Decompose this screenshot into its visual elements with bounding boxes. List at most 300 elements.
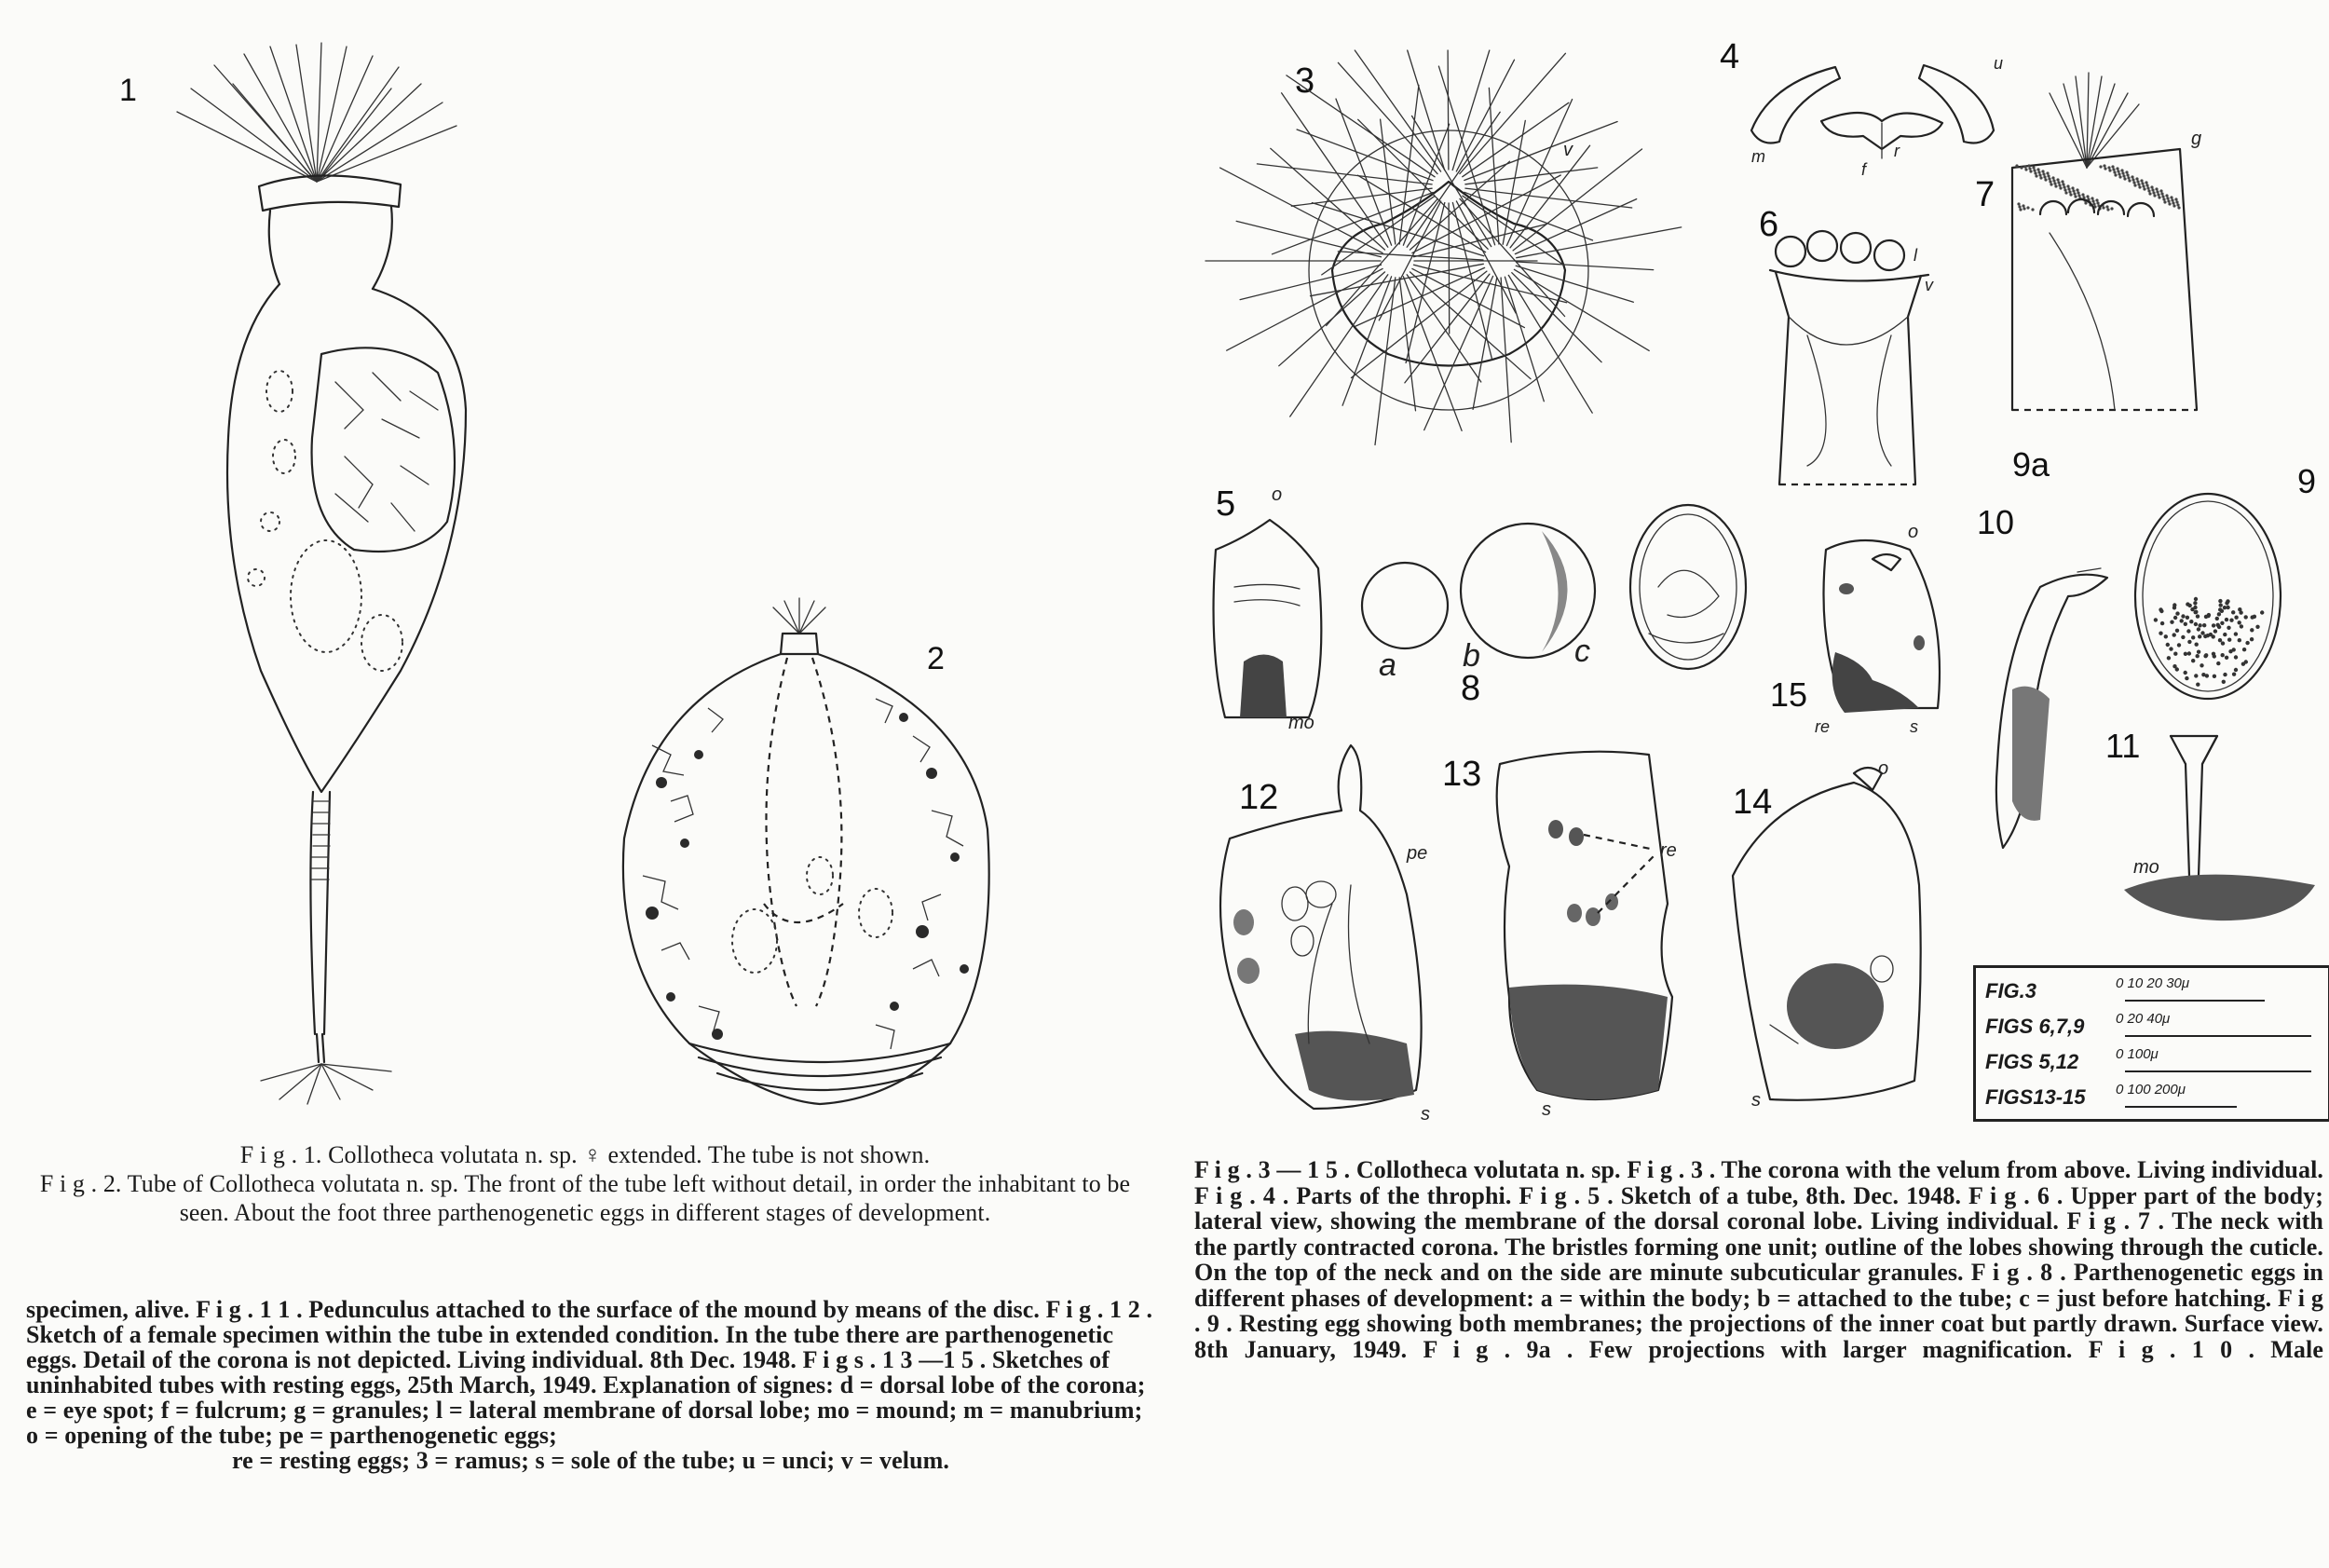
projection-dot bbox=[2225, 618, 2228, 621]
figure-7-g-label: g bbox=[2191, 129, 2202, 149]
figure-15-o-label: o bbox=[1908, 522, 1919, 542]
granule-dot bbox=[2071, 186, 2074, 189]
granule-dot bbox=[2135, 177, 2138, 180]
figure-1-number: 1 bbox=[119, 73, 137, 108]
figure-6 bbox=[1751, 186, 1938, 494]
granule-dot bbox=[2123, 177, 2126, 180]
projection-dot bbox=[2204, 615, 2208, 619]
projection-dot bbox=[2197, 650, 2200, 654]
figure-2 bbox=[596, 596, 1025, 1127]
granule-dot bbox=[2091, 197, 2093, 199]
granule-dot bbox=[2118, 172, 2120, 175]
granule-dot bbox=[2077, 191, 2079, 194]
projection-dot bbox=[2185, 676, 2188, 680]
cilium-stroke bbox=[1463, 102, 1569, 176]
projection-dot bbox=[2196, 654, 2200, 658]
granule-dot bbox=[2110, 207, 2113, 210]
figure-11-drawing bbox=[2105, 727, 2329, 922]
figure-9-number: 9 bbox=[2297, 462, 2317, 500]
granule-dot bbox=[2041, 170, 2044, 172]
figure-5 bbox=[1197, 484, 1346, 736]
projection-dot bbox=[2255, 625, 2259, 629]
projection-dot bbox=[2231, 610, 2235, 614]
figure-10-drawing bbox=[1966, 503, 2124, 857]
projection-dot bbox=[2164, 634, 2168, 638]
cilium-stroke bbox=[1412, 116, 1491, 246]
granule-dot bbox=[2145, 184, 2148, 186]
granule-dot bbox=[2108, 169, 2111, 171]
figure-13-number: 13 bbox=[1442, 755, 1482, 794]
projection-dot bbox=[2184, 652, 2187, 656]
granule-dot bbox=[2024, 168, 2027, 170]
projection-dot bbox=[2154, 618, 2158, 621]
figure-14-s-label: s bbox=[1751, 1090, 1761, 1111]
projection-dot bbox=[2220, 621, 2224, 625]
projection-dot bbox=[2223, 673, 2227, 676]
granule-dot bbox=[2036, 168, 2039, 170]
projection-dot bbox=[2238, 638, 2241, 642]
figure-15-s-label: s bbox=[1910, 717, 1918, 736]
figure-15 bbox=[1770, 522, 1956, 755]
cilium-stroke bbox=[1513, 149, 1641, 251]
projection-dot bbox=[2175, 629, 2179, 633]
projection-dot bbox=[2184, 671, 2187, 675]
granule-dot bbox=[2048, 177, 2050, 180]
granule-dot bbox=[2150, 185, 2153, 188]
granule-dot bbox=[2037, 170, 2040, 173]
granule-dot bbox=[2015, 164, 2018, 167]
projection-dot bbox=[2232, 673, 2236, 676]
figure-15-drawing bbox=[1770, 522, 1956, 755]
projection-dot bbox=[2244, 660, 2248, 663]
projection-dot bbox=[2189, 620, 2193, 623]
granule-dot bbox=[2122, 174, 2125, 177]
granule-dot bbox=[2072, 189, 2075, 192]
projection-dot bbox=[2196, 683, 2200, 687]
granule-dot bbox=[2017, 202, 2020, 205]
granule-dot bbox=[2020, 166, 2023, 169]
figure-3-v-label: v bbox=[1563, 140, 1573, 160]
granule-dot bbox=[2105, 205, 2108, 208]
granule-dot bbox=[2054, 184, 2057, 187]
projection-dot bbox=[2194, 622, 2198, 626]
projection-dot bbox=[2228, 649, 2232, 653]
granule-dot bbox=[2132, 178, 2134, 181]
projection-dot bbox=[2212, 634, 2215, 638]
figure-2-drawing bbox=[596, 596, 1025, 1127]
projection-dot bbox=[2244, 615, 2248, 619]
granule-dot bbox=[2107, 166, 2110, 169]
granule-dot bbox=[2140, 179, 2143, 182]
projection-dot bbox=[2219, 603, 2223, 607]
projection-dot bbox=[2203, 634, 2207, 638]
granule-dot bbox=[2120, 169, 2123, 171]
projection-dot bbox=[2218, 638, 2222, 642]
projection-dot bbox=[2198, 623, 2201, 627]
cilium-stroke bbox=[1456, 60, 1514, 171]
granule-dot bbox=[2126, 173, 2129, 176]
granule-dot bbox=[2064, 191, 2067, 194]
figure-4-f-label: f bbox=[1861, 160, 1867, 179]
granule-dot bbox=[2170, 196, 2172, 198]
granule-dot bbox=[2069, 193, 2072, 196]
granule-dot bbox=[2143, 187, 2145, 190]
projection-dot bbox=[2215, 617, 2219, 620]
projection-dot bbox=[2177, 643, 2181, 647]
figure-13 bbox=[1435, 717, 1714, 1127]
cilium-stroke bbox=[1516, 266, 1633, 302]
projection-dot bbox=[2193, 601, 2197, 605]
granule-dot bbox=[2042, 172, 2045, 175]
granule-dot bbox=[2172, 201, 2174, 204]
granule-dot bbox=[2145, 181, 2147, 184]
granule-dot bbox=[2159, 189, 2162, 192]
figure-2-number: 2 bbox=[927, 641, 945, 676]
figure-14-drawing bbox=[1714, 745, 1938, 1127]
granule-dot bbox=[2028, 167, 2031, 170]
figure-5-drawing bbox=[1197, 484, 1346, 736]
figure-9 bbox=[2012, 429, 2329, 708]
figure-4-r-label: r bbox=[1894, 142, 1900, 160]
granule-dot bbox=[2027, 164, 2030, 167]
granule-dot bbox=[2125, 170, 2128, 173]
cilium-stroke bbox=[1338, 62, 1437, 173]
projection-dot bbox=[2186, 602, 2189, 606]
granule-dot bbox=[2166, 197, 2169, 199]
projection-dot bbox=[2194, 610, 2198, 614]
granule-dot bbox=[2051, 176, 2054, 179]
projection-dot bbox=[2172, 664, 2176, 668]
granule-dot bbox=[2057, 181, 2060, 184]
granule-dot bbox=[2138, 185, 2141, 188]
granule-dot bbox=[2151, 188, 2154, 191]
projection-dot bbox=[2253, 615, 2256, 619]
projection-dot bbox=[2197, 627, 2200, 631]
granule-dot bbox=[2062, 183, 2064, 185]
projection-dot bbox=[2173, 616, 2177, 620]
granule-dot bbox=[2091, 199, 2094, 202]
figure-3-drawing bbox=[1202, 47, 1696, 475]
granule-dot bbox=[2175, 200, 2178, 203]
cilium-stroke bbox=[1510, 145, 1590, 248]
figure-5-number: 5 bbox=[1216, 484, 1236, 524]
projection-dot bbox=[2226, 606, 2229, 609]
figure-4-m-label: m bbox=[1751, 147, 1765, 166]
granule-dot bbox=[2059, 186, 2062, 189]
figure-1 bbox=[0, 0, 596, 1127]
projection-dot bbox=[2181, 614, 2185, 618]
cilium-stroke bbox=[1403, 277, 1462, 431]
granule-dot bbox=[2081, 193, 2084, 196]
figure-4-number: 4 bbox=[1720, 37, 1740, 76]
granule-dot bbox=[2162, 198, 2165, 200]
figure-12-s-label: s bbox=[1421, 1104, 1430, 1125]
granule-dot bbox=[2076, 188, 2078, 191]
granule-dot bbox=[2049, 180, 2051, 183]
granule-dot bbox=[2131, 175, 2133, 178]
granule-dot bbox=[2063, 185, 2065, 188]
granule-dot bbox=[2099, 165, 2102, 168]
figure-10 bbox=[1966, 503, 2124, 857]
scale-bar-line bbox=[2125, 1035, 2311, 1037]
scale-bar-legend bbox=[1973, 965, 2329, 1122]
projection-dot bbox=[2242, 648, 2246, 651]
figure-15-re-label: re bbox=[1815, 717, 1831, 736]
cilium-stroke bbox=[1220, 168, 1383, 253]
figure-1-drawing bbox=[0, 0, 596, 1127]
cilium-stroke bbox=[1463, 196, 1564, 266]
granule-dot bbox=[2153, 194, 2156, 197]
scale-row-figs-13-15 bbox=[1985, 1082, 2321, 1115]
granule-dot bbox=[2052, 179, 2055, 182]
projection-dot bbox=[2227, 638, 2231, 642]
granule-dot bbox=[2106, 208, 2109, 211]
projection-dot bbox=[2260, 610, 2264, 614]
granule-dot bbox=[2022, 204, 2024, 207]
granule-dot bbox=[2056, 178, 2059, 181]
projection-dot bbox=[2191, 635, 2195, 639]
projection-dot bbox=[2186, 616, 2189, 620]
projection-dot bbox=[2200, 663, 2203, 667]
granule-dot bbox=[2113, 170, 2116, 173]
projection-dot bbox=[2173, 652, 2177, 656]
caption-left-bottom-body: specimen, alive. F i g . 1 1 . Pedunculus attached to the surface of the mound by means of the disc. F i g . 1 2 . Sketch of a female specimen within the tube in extended condition. In the tube there are parthenogenetic eggs. Detail of the corona is not depicted. Living individual. 8th Dec. 1948. F i g s . 1 3 —1 5 . Sketches of uninhabited tubes with resting eggs, 25th March, 1949. Explanation of signes: d = dorsal lobe of the corona; e = eye spot; f = fulcrum; g = granules; l = lateral membrane of dorsal lobe; mo = mound; m = manubrium; o = opening of the tube; pe = parthenogenetic eggs; bbox=[26, 1296, 1153, 1449]
cilium-stroke bbox=[1227, 268, 1382, 350]
cilium-stroke bbox=[1465, 188, 1632, 208]
granule-dot bbox=[2046, 171, 2049, 174]
figure-7-drawing bbox=[1975, 56, 2217, 419]
scale-row-marks: 0 10 20 30μ bbox=[2116, 975, 2190, 991]
granule-dot bbox=[2157, 193, 2159, 196]
projection-dot bbox=[2186, 629, 2190, 633]
granule-dot bbox=[2019, 208, 2022, 211]
scale-row-label: FIGS 6,7,9 bbox=[1985, 1015, 2085, 1038]
projection-dot bbox=[2187, 651, 2191, 655]
cilium-stroke bbox=[1460, 53, 1566, 173]
projection-dot bbox=[2227, 626, 2230, 630]
granule-dot bbox=[2146, 186, 2149, 189]
cilium-stroke bbox=[1438, 66, 1494, 245]
figure-13-re-label: re bbox=[1660, 840, 1677, 861]
figure-5-mo-label: mo bbox=[1288, 713, 1314, 733]
granule-dot bbox=[2053, 182, 2056, 184]
scale-row-figs-6-7-9 bbox=[1985, 1011, 2321, 1044]
granule-dot bbox=[2103, 164, 2105, 167]
projection-dot bbox=[2205, 674, 2209, 677]
projection-dot bbox=[2198, 634, 2201, 638]
cilium-stroke bbox=[1355, 50, 1440, 171]
granule-dot bbox=[2118, 175, 2121, 178]
projection-dot bbox=[2195, 643, 2199, 647]
projection-dot bbox=[2223, 633, 2227, 636]
figure-14-o-label: o bbox=[1878, 758, 1889, 779]
projection-dot bbox=[2194, 597, 2198, 601]
granule-dot bbox=[2047, 174, 2050, 177]
figure-10-number: 10 bbox=[1977, 503, 2015, 541]
figure-14-number: 14 bbox=[1733, 783, 1773, 822]
granule-dot bbox=[2026, 206, 2029, 209]
granule-dot bbox=[2029, 170, 2032, 172]
figure-13-s-label: s bbox=[1542, 1099, 1551, 1120]
granule-dot bbox=[2039, 176, 2042, 179]
projection-dot bbox=[2212, 623, 2215, 627]
granule-dot bbox=[2132, 181, 2135, 184]
caption-fig-1-line: F i g . 1. Collotheca volutata n. sp. ♀ extended. The tube is not shown. bbox=[239, 1141, 931, 1168]
projection-dot bbox=[2225, 656, 2228, 660]
granule-dot bbox=[2104, 167, 2106, 170]
granule-dot bbox=[2023, 165, 2026, 168]
projection-dot bbox=[2221, 641, 2225, 645]
granule-dot bbox=[2084, 201, 2087, 204]
figure-12-drawing bbox=[1202, 736, 1453, 1127]
figure-6-number: 6 bbox=[1759, 205, 1779, 244]
projection-dot bbox=[2250, 637, 2254, 641]
granule-dot bbox=[2074, 195, 2077, 198]
projection-dot bbox=[2159, 632, 2162, 635]
granule-dot bbox=[2161, 195, 2164, 198]
granule-dot bbox=[2148, 192, 2151, 195]
granule-dot bbox=[2160, 192, 2163, 195]
granule-dot bbox=[2023, 207, 2025, 210]
granule-dot bbox=[2156, 190, 2159, 193]
figure-8-a-label: a bbox=[1379, 648, 1396, 683]
granule-dot bbox=[2018, 205, 2021, 208]
projection-dot bbox=[2170, 620, 2173, 624]
figure-4-u-label: u bbox=[1994, 54, 2004, 73]
granule-dot bbox=[2077, 194, 2080, 197]
granule-dot bbox=[2038, 173, 2041, 176]
projection-dot bbox=[2160, 621, 2164, 625]
granule-dot bbox=[2044, 178, 2047, 181]
cilium-stroke bbox=[1449, 203, 1450, 334]
granule-dot bbox=[2050, 183, 2052, 185]
projection-dot bbox=[2187, 640, 2191, 644]
projection-dot bbox=[2250, 628, 2254, 632]
figure-12-pe-label: pe bbox=[1407, 843, 1428, 864]
scale-row-label: FIGS13-15 bbox=[1985, 1085, 2086, 1109]
cilium-stroke bbox=[1452, 203, 1491, 360]
figure-13-drawing bbox=[1435, 717, 1714, 1127]
figure-11 bbox=[2105, 727, 2329, 922]
scale-bar-line bbox=[2125, 1000, 2265, 1002]
granule-dot bbox=[2061, 180, 2063, 183]
figure-15-number: 15 bbox=[1770, 675, 1808, 714]
granule-dot bbox=[2066, 184, 2069, 187]
granule-dot bbox=[2035, 174, 2037, 177]
projection-dot bbox=[2159, 607, 2162, 611]
granule-dot bbox=[2174, 198, 2177, 200]
figure-11-number: 11 bbox=[2105, 727, 2141, 765]
granule-dot bbox=[2141, 182, 2144, 184]
scale-row-figs-5-12 bbox=[1985, 1046, 2321, 1080]
caption-left-bottom bbox=[26, 1297, 1155, 1473]
projection-dot bbox=[2213, 675, 2216, 678]
projection-dot bbox=[2193, 606, 2197, 609]
granule-dot bbox=[2043, 175, 2046, 178]
projection-dot bbox=[2229, 619, 2233, 622]
projection-dot bbox=[2200, 631, 2204, 634]
scale-bar-line bbox=[2125, 1070, 2311, 1072]
cilium-stroke bbox=[1336, 99, 1392, 245]
granule-dot bbox=[2158, 196, 2160, 198]
projection-dot bbox=[2226, 599, 2229, 603]
projection-dot bbox=[2194, 674, 2198, 677]
figure-8-drawing bbox=[1351, 494, 1826, 717]
scale-row-marks: 0 100μ bbox=[2116, 1046, 2159, 1062]
projection-dot bbox=[2203, 654, 2207, 658]
cilium-stroke bbox=[1291, 188, 1432, 206]
cilium-stroke bbox=[1271, 148, 1385, 250]
figure-5-o-label: o bbox=[1272, 484, 1283, 505]
granule-dot bbox=[2127, 176, 2130, 179]
granule-dot bbox=[2034, 171, 2036, 174]
figure-11-mo-label: mo bbox=[2133, 857, 2159, 878]
granule-dot bbox=[2102, 206, 2104, 209]
cilium-stroke bbox=[1407, 112, 1500, 247]
granule-dot bbox=[2033, 169, 2036, 171]
figure-8 bbox=[1351, 494, 1826, 717]
projection-dot bbox=[2175, 611, 2179, 615]
scale-row-marks: 0 20 40μ bbox=[2116, 1011, 2171, 1027]
cilium-stroke bbox=[1448, 50, 1449, 170]
granule-dot bbox=[2177, 206, 2180, 209]
projection-dot bbox=[2245, 641, 2249, 645]
projection-dot bbox=[2196, 614, 2200, 618]
caption-fig-2-text: F i g . 2. Tube of Collotheca volutata n. sp. The front of the tube left without detail, in order the inhabitant to be seen. About the foot three parthenogenetic eggs in different stages of development. bbox=[39, 1170, 1131, 1226]
figure-9a-number: 9a bbox=[2012, 445, 2050, 484]
projection-dot bbox=[2191, 659, 2195, 662]
cilium-stroke bbox=[1342, 277, 1392, 405]
granule-dot bbox=[2112, 168, 2115, 170]
figure-6-drawing bbox=[1751, 186, 1938, 494]
granule-dot bbox=[2142, 184, 2145, 187]
granule-dot bbox=[2096, 201, 2099, 204]
figure-8-c-label: c bbox=[1574, 634, 1590, 669]
granule-dot bbox=[2031, 208, 2034, 211]
projection-dot bbox=[2213, 654, 2216, 658]
projection-dot bbox=[2234, 668, 2238, 672]
figure-7-number: 7 bbox=[1975, 175, 1995, 214]
cilium-stroke bbox=[1399, 278, 1415, 411]
scale-row-label: FIGS 5,12 bbox=[1985, 1050, 2079, 1073]
caption-figs-1-2 bbox=[17, 1140, 1153, 1227]
cilium-stroke bbox=[1515, 199, 1636, 254]
granule-dot bbox=[2172, 204, 2175, 207]
granule-dot bbox=[2068, 190, 2071, 193]
projection-dot bbox=[2217, 612, 2221, 616]
granule-dot bbox=[2086, 195, 2089, 198]
cilium-stroke bbox=[1403, 124, 1449, 245]
caption-left-bottom-last-line: re = resting eggs; 3 = ramus; s = sole of the tube; u = unci; v = velum. bbox=[232, 1447, 949, 1474]
granule-dot bbox=[2073, 192, 2076, 195]
projection-dot bbox=[2234, 616, 2238, 620]
figure-14 bbox=[1714, 745, 1938, 1127]
projection-dot bbox=[2234, 632, 2238, 635]
projection-dot bbox=[2222, 680, 2226, 684]
projection-dot bbox=[2218, 599, 2222, 603]
scale-row-fig3 bbox=[1985, 975, 2321, 1009]
scale-row-marks: 0 100 200μ bbox=[2116, 1082, 2186, 1098]
granule-dot bbox=[2136, 180, 2139, 183]
cilium-stroke bbox=[1489, 88, 1499, 244]
figure-8-b-label: b bbox=[1463, 638, 1480, 674]
cilium-stroke bbox=[1508, 275, 1592, 413]
projection-dot bbox=[2221, 653, 2225, 657]
projection-dot bbox=[2240, 624, 2243, 628]
projection-dot bbox=[2239, 610, 2242, 614]
figure-8-number: 8 bbox=[1461, 669, 1481, 708]
projection-dot bbox=[2172, 606, 2176, 609]
